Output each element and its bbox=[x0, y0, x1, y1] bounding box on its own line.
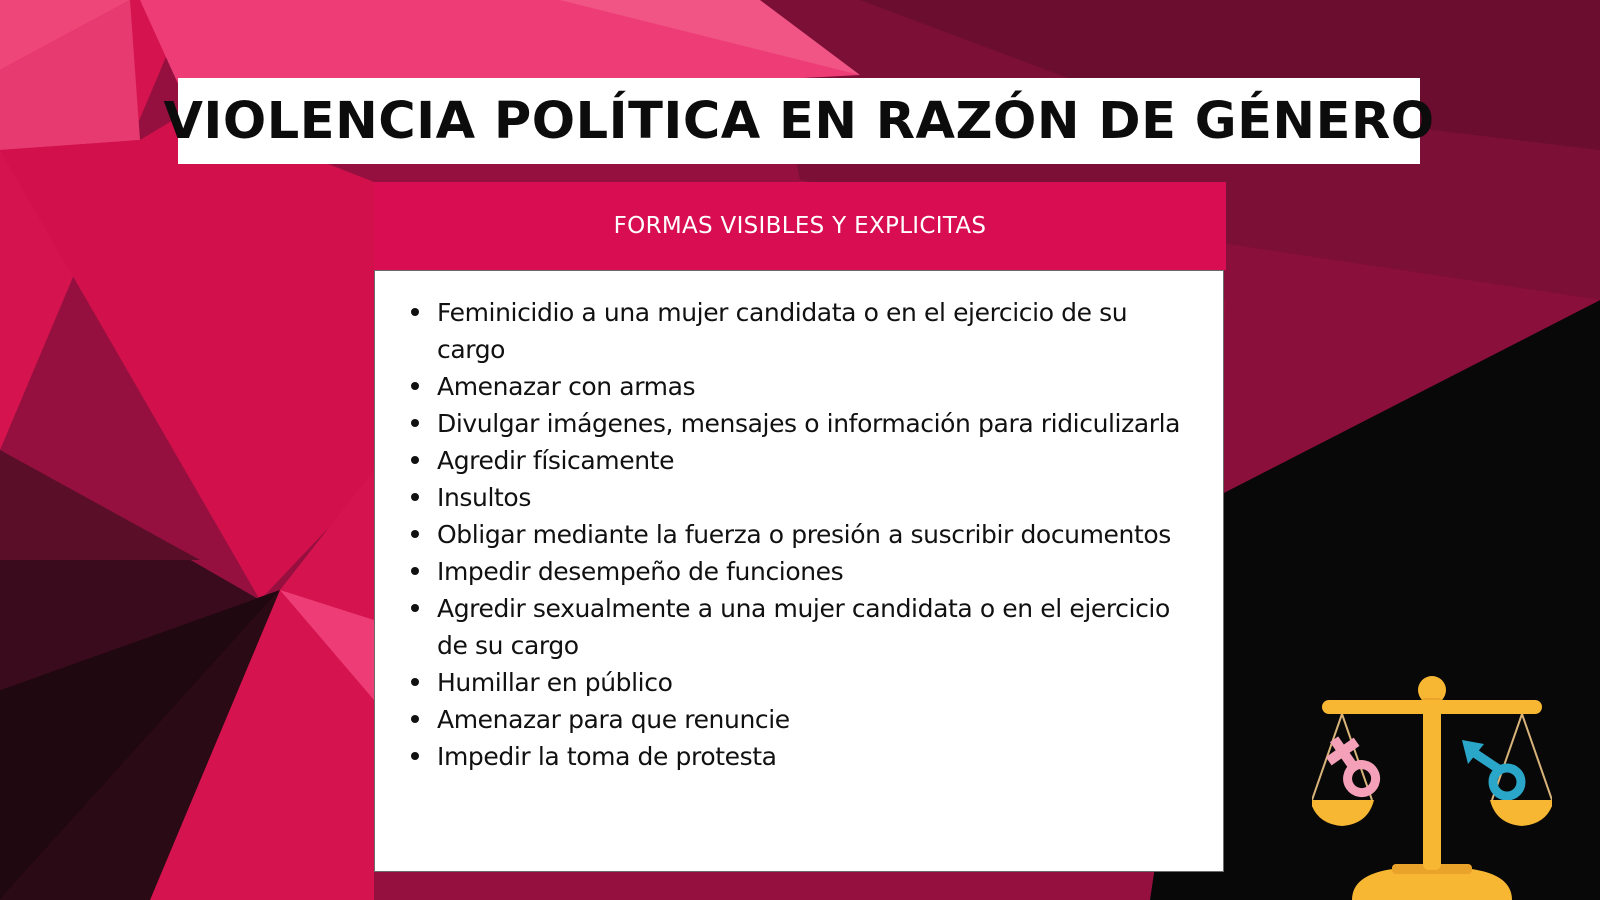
title-banner bbox=[163, 78, 1435, 164]
bullet-icon bbox=[411, 308, 419, 316]
list-item bbox=[411, 553, 1201, 590]
forms-list bbox=[411, 294, 1201, 775]
list-item-text: Agredir sexualmente a una mujer candidata o en el ejercicio de su cargo bbox=[437, 594, 1170, 660]
bullet-icon bbox=[411, 530, 419, 538]
list-item bbox=[411, 590, 1201, 664]
bullet-icon bbox=[411, 567, 419, 575]
list-item-text: Humillar en público bbox=[437, 668, 673, 697]
bullet-icon bbox=[411, 493, 419, 501]
female-symbol-icon bbox=[1320, 729, 1383, 799]
list-item-text: Feminicidio a una mujer candidata o en el ejercicio de su cargo bbox=[437, 298, 1128, 364]
balance-scale-icon bbox=[1312, 672, 1552, 900]
list-item-text: Divulgar imágenes, mensajes o información para ridiculizarla bbox=[437, 409, 1181, 438]
list-item bbox=[411, 442, 1201, 479]
list-item bbox=[411, 701, 1201, 738]
bullet-icon bbox=[411, 604, 419, 612]
card-body bbox=[374, 270, 1224, 872]
bullet-icon bbox=[411, 382, 419, 390]
male-symbol-icon bbox=[1462, 740, 1521, 796]
list-item-text: Impedir desempeño de funciones bbox=[437, 557, 844, 586]
list-item-text: Insultos bbox=[437, 483, 531, 512]
page-title: VIOLENCIA POLÍTICA EN RAZÓN DE GÉNERO bbox=[163, 91, 1435, 151]
list-item bbox=[411, 664, 1201, 701]
list-item-text: Amenazar para que renuncie bbox=[437, 705, 790, 734]
list-item-text: Impedir la toma de protesta bbox=[437, 742, 777, 771]
list-item-text: Obligar mediante la fuerza o presión a suscribir documentos bbox=[437, 520, 1171, 549]
list-item-text: Amenazar con armas bbox=[437, 372, 696, 401]
bullet-icon bbox=[411, 678, 419, 686]
card-header bbox=[374, 182, 1226, 270]
bullet-icon bbox=[411, 456, 419, 464]
list-item bbox=[411, 405, 1201, 442]
bullet-icon bbox=[411, 419, 419, 427]
list-item bbox=[411, 368, 1201, 405]
bullet-icon bbox=[411, 715, 419, 723]
list-item-text: Agredir físicamente bbox=[437, 446, 675, 475]
list-item bbox=[411, 294, 1201, 368]
list-item bbox=[411, 516, 1201, 553]
bullet-icon bbox=[411, 752, 419, 760]
list-item bbox=[411, 479, 1201, 516]
card-header-title: FORMAS VISIBLES Y EXPLICITAS bbox=[613, 213, 987, 239]
content-card bbox=[374, 182, 1226, 874]
list-item bbox=[411, 738, 1201, 775]
